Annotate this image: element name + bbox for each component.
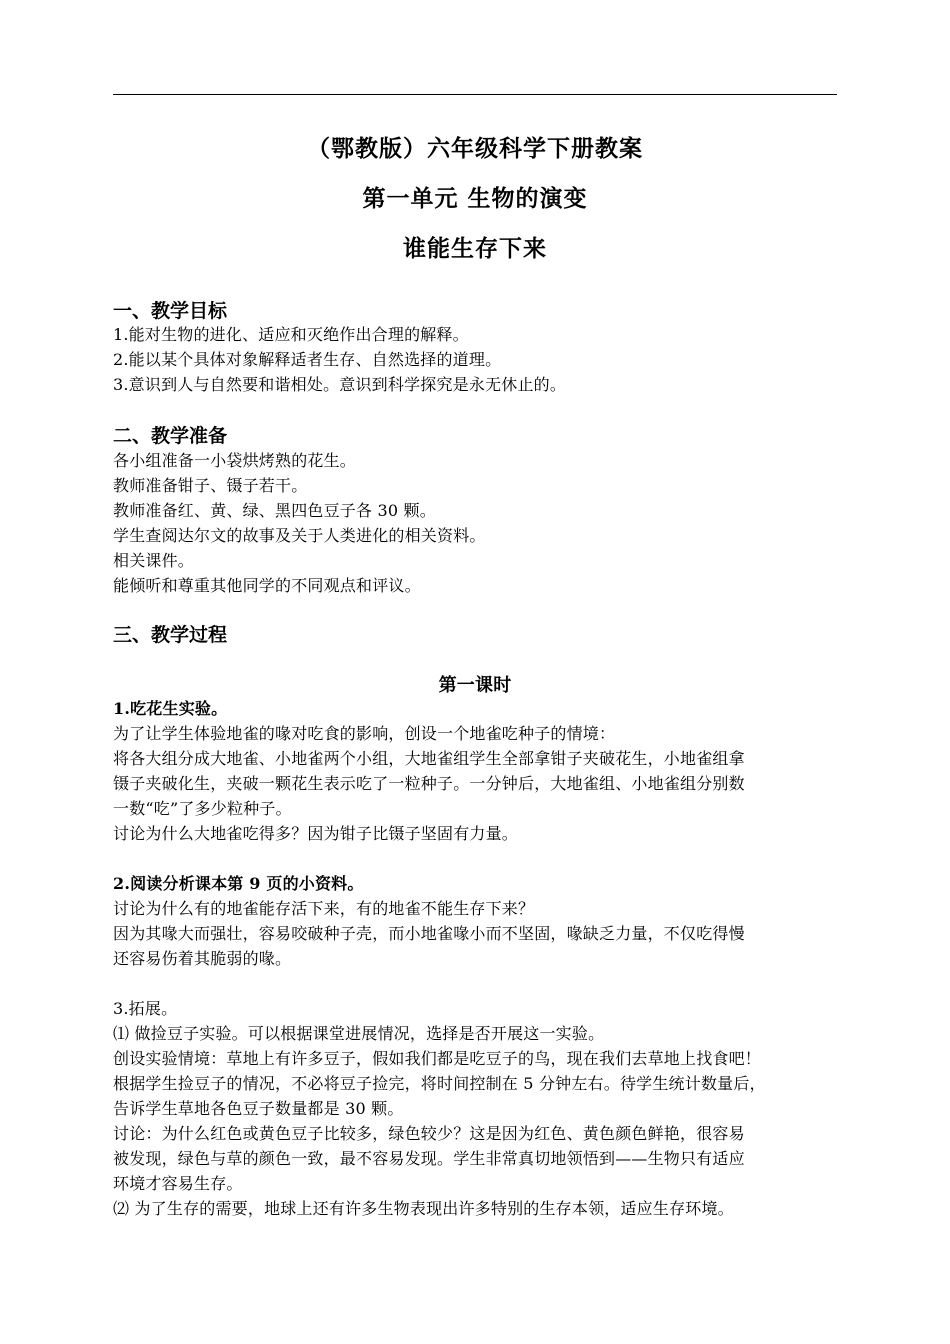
- part3-line: 告诉学生草地各色豆子数量都是 30 颗。: [113, 1099, 404, 1118]
- prep-line: 教师准备红、黄、绿、黑四色豆子各 30 颗。: [113, 501, 436, 520]
- part1-line: 将各大组分成大地雀、小地雀两个小组，大地雀组学生全部拿钳子夹破花生，小地雀组拿: [113, 749, 745, 768]
- part2-line: 讨论为什么有的地雀能存活下来，有的地雀不能生存下来？: [113, 899, 535, 918]
- document-title: （鄂教版）六年级科学下册教案: [307, 135, 643, 162]
- part1-line: 一数“吃”了多少粒种子。: [113, 799, 292, 818]
- part3-line: 环境才容易生存。: [113, 1174, 243, 1193]
- part2-line: 还容易伤着其脆弱的喙。: [113, 949, 292, 968]
- part3-line: 讨论：为什么红色或黄色豆子比较多，绿色较少？这是因为红色、黄色颜色鲜艳，很容易: [113, 1124, 745, 1143]
- unit-title: 第一单元 生物的演变: [362, 185, 588, 212]
- part3-line: 被发现，绿色与草的颜色一致，最不容易发现。学生非常真切地领悟到——生物只有适应: [113, 1149, 745, 1168]
- lesson-title: 谁能生存下来: [403, 235, 547, 262]
- part3-line: 根据学生捡豆子的情况，不必将豆子捡完，将时间控制在 5 分钟左右。待学生统计数量后，: [113, 1074, 766, 1093]
- goal-line: 2.能以某个具体对象解释适者生存、自然选择的道理。: [113, 350, 502, 369]
- part1-line: 讨论为什么大地雀吃得多？因为钳子比镊子坚固有力量。: [113, 824, 519, 843]
- prep-line: 学生查阅达尔文的故事及关于人类进化的相关资料。: [113, 526, 486, 545]
- prep-line: 能倾听和尊重其他同学的不同观点和评议。: [113, 576, 421, 595]
- prep-line: 各小组准备一小袋烘烤熟的花生。: [113, 451, 357, 470]
- part3-line: ⑵ 为了生存的需要，地球上还有许多生物表现出许多特别的生存本领，适应生存环境。: [113, 1199, 734, 1218]
- part1-title: 1.吃花生实验。: [113, 699, 228, 718]
- section-heading-process: 三、教学过程: [113, 624, 228, 646]
- part2-title: 2.阅读分析课本第 9 页的小资料。: [113, 874, 364, 893]
- part1-line: 镊子夹破化生，夹破一颗花生表示吃了一粒种子。一分钟后，大地雀组、小地雀组分别数: [113, 774, 745, 793]
- part3-title: 3.拓展。: [113, 999, 178, 1018]
- section-heading-goals: 一、教学目标: [113, 300, 228, 322]
- section-heading-prep: 二、教学准备: [113, 425, 228, 447]
- goal-line: 3.意识到人与自然要和谐相处。意识到科学探究是永无休止的。: [113, 375, 567, 394]
- part3-line: ⑴ 做捡豆子实验。可以根据课堂进展情况，选择是否开展这一实验。: [113, 1024, 605, 1043]
- prep-line: 教师准备钳子、镊子若干。: [113, 476, 308, 495]
- prep-line: 相关课件。: [113, 551, 195, 570]
- header-rule: [113, 94, 837, 95]
- part3-line: 创设实验情境：草地上有许多豆子，假如我们都是吃豆子的鸟，现在我们去草地上找食吧！: [113, 1049, 762, 1068]
- part2-line: 因为其喙大而强壮，容易咬破种子壳，而小地雀喙小而不坚固，喙缺乏力量，不仅吃得慢: [113, 924, 745, 943]
- part1-line: 为了让学生体验地雀的喙对吃食的影响，创设一个地雀吃种子的情境：: [113, 724, 616, 743]
- period-title: 第一课时: [438, 675, 512, 696]
- goal-line: 1.能对生物的进化、适应和灭绝作出合理的解释。: [113, 325, 469, 344]
